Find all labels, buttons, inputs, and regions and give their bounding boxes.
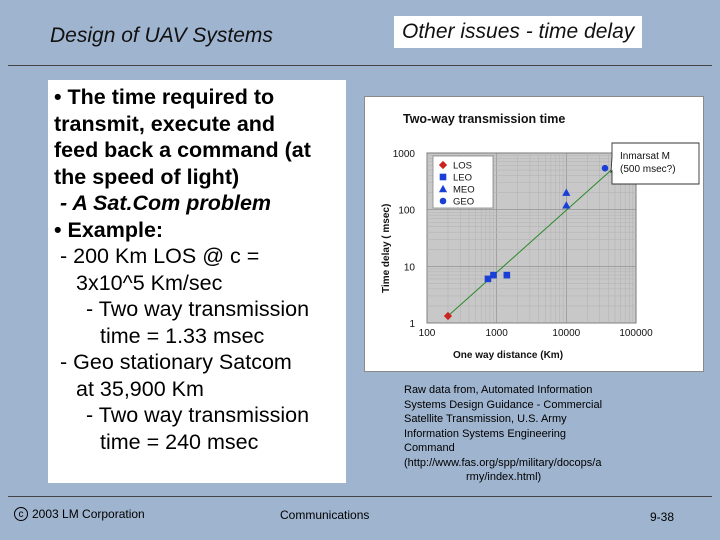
source-line: (http://www.fas.org/spp/military/docops/a: [404, 456, 602, 469]
source-line: Systems Design Guidance - Commercial: [404, 398, 603, 411]
top-rule: [8, 65, 712, 66]
text-line: feed back a command (at: [54, 138, 311, 162]
source-note: [404, 383, 632, 485]
copyright-icon: c: [14, 507, 28, 521]
source-line: Satellite Transmission, U.S. Army: [404, 413, 567, 425]
legend-label: LEO: [453, 172, 473, 184]
chart-svg: [365, 97, 703, 371]
text-line: • Example:: [54, 217, 164, 242]
annotation-text: (500 msec?): [620, 164, 676, 175]
y-tick-label: 100: [398, 205, 415, 217]
source-line: Information Systems Engineering: [404, 427, 567, 440]
point-geo: [602, 165, 609, 172]
x-tick-label: 100000: [619, 328, 653, 339]
chart-title: Two-way transmission time: [403, 112, 566, 126]
legend-marker-leo: [440, 174, 447, 181]
x-tick-label: 10000: [552, 328, 581, 339]
source-line: Command: [404, 442, 455, 454]
x-axis-label: One way distance (Km): [453, 350, 564, 361]
body-text-box: [48, 80, 346, 483]
text-line: - Two way transmission: [86, 297, 310, 321]
page-number: 9-38: [650, 510, 675, 524]
y-tick-label: 1: [409, 319, 415, 330]
annotation-text: Inmarsat M: [620, 151, 671, 162]
text-line: - A Sat.Com problem: [60, 191, 272, 215]
text-line: time = 1.33 msec: [100, 323, 265, 348]
source-line: Raw data from, Automated Information: [404, 384, 593, 396]
copyright-text: 2003 LM Corporation: [32, 507, 145, 521]
text-line: transmit, execute and: [54, 111, 276, 136]
x-tick-label: 100: [418, 328, 436, 339]
footer-section: Communications: [280, 508, 370, 522]
text-line: • The time required to: [54, 85, 275, 109]
header-right-title: Other issues - time delay: [394, 16, 642, 48]
source-line: rmy/index.html): [466, 471, 542, 483]
text-line: 3x10^5 Km/sec: [76, 270, 223, 295]
text-line: - Geo stationary Satcom: [60, 350, 292, 374]
text-line: - 200 Km LOS @ c =: [60, 244, 260, 268]
y-tick-label: 1000: [392, 149, 415, 160]
text-line: the speed of light): [54, 164, 240, 189]
legend-label: LOS: [453, 160, 473, 172]
header-left-title: Design of UAV Systems: [50, 24, 273, 47]
bottom-rule: [8, 496, 712, 497]
legend-marker-geo: [440, 198, 447, 205]
chart-frame: [364, 96, 704, 372]
point-leo: [490, 272, 497, 279]
legend-label: GEO: [453, 196, 475, 208]
legend-label: MEO: [453, 184, 475, 196]
y-axis-label: Time delay ( msec): [381, 203, 392, 293]
y-tick-label: 10: [403, 262, 415, 274]
x-tick-label: 1000: [485, 328, 508, 339]
text-line: - Two way transmission: [86, 403, 310, 427]
point-leo: [504, 272, 511, 279]
text-line: at 35,900 Km: [76, 376, 204, 401]
text-line: time = 240 msec: [100, 429, 259, 454]
footer-copyright: [14, 507, 145, 521]
